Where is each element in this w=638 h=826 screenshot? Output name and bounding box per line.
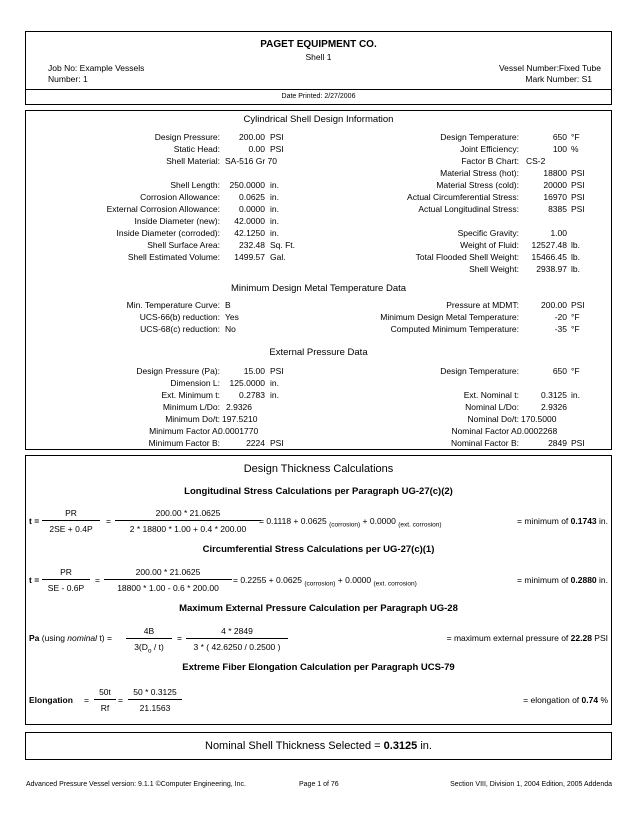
design-right-label: Shell Weight: — [469, 264, 519, 274]
external-left-label: Dimension L: — [170, 378, 220, 388]
design-right-value: CS-2 — [526, 156, 546, 166]
design-right-value: 20000 — [543, 180, 567, 190]
mdmt-left-label: Min. Temperature Curve: — [126, 300, 220, 310]
design-left-value: 232.48 — [239, 240, 265, 250]
design-left-value: 42.0000 — [234, 216, 265, 226]
design-left-value: 0.0625 — [239, 192, 265, 202]
elong-eq2: = — [118, 695, 123, 705]
circ-min-label: = minimum of — [517, 575, 571, 585]
ext-eq: = — [177, 633, 182, 643]
external-right-value: 170.5000 — [521, 414, 557, 424]
design-right-label: Material Stress (cold): — [436, 180, 519, 190]
ext-lhs-nominal: nominal — [67, 633, 98, 643]
elong-res-value: 0.74 — [581, 695, 599, 705]
long-minimum — [517, 516, 608, 526]
circ-fraction-bar-1 — [42, 579, 90, 580]
header-subtitle: Shell 1 — [305, 52, 332, 62]
design-right-label: Actual Longitudinal Stress: — [418, 204, 519, 214]
ext-num1: 4B — [143, 626, 155, 636]
design-right-unit: PSI — [571, 168, 585, 178]
design-left-unit: in. — [270, 216, 279, 226]
design-left-value: 0.0000 — [239, 204, 265, 214]
long-min-value: 0.1743 — [570, 516, 597, 526]
selected-thickness — [25, 740, 612, 752]
circ-min-value: 0.2880 — [570, 575, 597, 585]
design-left-label: Shell Length: — [170, 180, 220, 190]
design-left-value: SA-516 Gr 70 — [225, 156, 277, 166]
calculations-title: Design Thickness Calculations — [243, 463, 394, 475]
external-right-value: 0.0002268 — [517, 426, 558, 436]
design-right-label: Joint Efficiency: — [460, 144, 519, 154]
external-right-label: Nominal L/Do: — [465, 402, 519, 412]
external-left-value: 0.2783 — [239, 390, 265, 400]
mdmt-left-value: Yes — [225, 312, 239, 322]
mdmt-right-value: -20 — [554, 312, 567, 322]
mdmt-left-label: UCS-68(c) reduction: — [140, 324, 220, 334]
date-printed: Date Printed: 2/27/2006 — [281, 93, 356, 100]
elong-num1: 50t — [99, 687, 111, 697]
design-info-title: Cylindrical Shell Design Information — [243, 114, 394, 125]
ext-res-label: = maximum external pressure of — [446, 633, 571, 643]
ext-num2: 4 * 2849 — [221, 626, 253, 636]
company-name: PAGET EQUIPMENT CO. — [260, 39, 377, 50]
vessel-number: Vessel Number:Fixed Tube — [498, 63, 601, 73]
design-left-value: 42.1250 — [234, 228, 265, 238]
elong-result — [523, 695, 608, 705]
ext-den2: 3 * ( 42.6250 / 0.2500 ) — [193, 642, 281, 652]
ext-lhs-pa: Pa — [29, 633, 40, 643]
ext-lhs-rest: (using — [39, 633, 68, 643]
design-left-label: Shell Estimated Volume: — [127, 252, 220, 262]
circumferential-title: Circumferential Stress Calculations per UG-27(c)(1) — [202, 544, 435, 555]
design-right-unit: lb. — [571, 252, 580, 262]
design-right-label: Material Stress (hot): — [440, 168, 519, 178]
long-result-c: + 0.0000 — [360, 516, 399, 526]
long-den2: 2 * 18800 * 1.00 + 0.4 * 200.00 — [129, 524, 247, 534]
external-left-label: Minimum L/Do: — [162, 402, 220, 412]
external-pressure-title: Maximum External Pressure Calculation per Paragraph UG-28 — [179, 603, 458, 614]
external-left-unit: in. — [270, 390, 279, 400]
elong-fraction-bar-2 — [128, 699, 182, 700]
design-left-label: External Corrosion Allowance: — [106, 204, 220, 214]
mdmt-left-value: No — [225, 324, 236, 334]
design-left-label: Shell Material: — [166, 156, 220, 166]
external-right-value: 0.3125 — [541, 390, 567, 400]
design-left-unit: Gal. — [270, 252, 286, 262]
mark-number: Mark Number: S1 — [525, 74, 592, 84]
external-left-label: Minimum Factor A: — [149, 426, 220, 436]
external-right-unit: PSI — [571, 438, 585, 448]
external-right-value: 2849 — [548, 438, 567, 448]
mdmt-right-unit: °F — [571, 312, 580, 322]
design-right-value: 16970 — [543, 192, 567, 202]
design-left-unit: in. — [270, 228, 279, 238]
circ-min-unit: in. — [596, 575, 608, 585]
selected-label: Nominal Shell Thickness Selected = — [205, 740, 384, 752]
design-right-value: 1.00 — [550, 228, 567, 238]
elongation-title: Extreme Fiber Elongation Calculation per Paragraph UCS-79 — [182, 662, 455, 673]
long-fraction-bar-1 — [42, 520, 100, 521]
external-right-label: Design Temperature: — [440, 366, 519, 376]
design-left-label: Inside Diameter (corroded): — [116, 228, 220, 238]
mdmt-right-label: Computed Minimum Temperature: — [390, 324, 519, 334]
circ-den2: 18800 * 1.00 - 0.6 * 200.00 — [117, 583, 219, 593]
design-left-label: Design Pressure: — [154, 132, 220, 142]
design-left-unit: in. — [270, 192, 279, 202]
long-lhs: t = — [29, 516, 40, 526]
design-left-value: 0.00 — [248, 144, 265, 154]
number: Number: 1 — [48, 74, 88, 84]
ext-den1 — [126, 642, 172, 655]
external-title: External Pressure Data — [269, 347, 368, 358]
ext-result — [447, 633, 608, 643]
external-right-unit: °F — [571, 366, 580, 376]
design-left-label: Inside Diameter (new): — [134, 216, 220, 226]
long-fraction-bar-2 — [115, 520, 261, 521]
design-left-unit: PSI — [270, 144, 284, 154]
design-right-label: Total Flooded Shell Weight: — [415, 252, 519, 262]
external-right-value: 2.9326 — [541, 402, 567, 412]
design-left-label: Corrosion Allowance: — [140, 192, 220, 202]
longitudinal-title: Longitudinal Stress Calculations per Paragraph UG-27(c)(2) — [184, 486, 453, 497]
ext-res-value: 22.28 — [570, 633, 592, 643]
design-right-label: Design Temperature: — [440, 132, 519, 142]
mdmt-right-unit: °F — [571, 324, 580, 334]
external-right-label: Ext. Nominal t: — [463, 390, 519, 400]
design-left-label: Static Head: — [173, 144, 220, 154]
design-left-unit: Sq. Ft. — [270, 240, 296, 250]
ext-den1-a: 3(D — [134, 642, 148, 652]
circ-num2: 200.00 * 21.0625 — [135, 567, 201, 577]
design-right-label: Specific Gravity: — [457, 228, 519, 238]
design-right-label: Weight of Fluid: — [460, 240, 519, 250]
circ-fraction-bar-2 — [104, 579, 232, 580]
mdmt-right-unit: PSI — [571, 300, 585, 310]
mdmt-right-value: 200.00 — [541, 300, 567, 310]
long-eq: = — [106, 516, 111, 526]
elong-res-label: = elongation of — [523, 695, 582, 705]
design-right-unit: °F — [571, 132, 580, 142]
long-result — [259, 516, 442, 529]
mdmt-right-label: Pressure at MDMT: — [446, 300, 519, 310]
external-right-label: Nominal Factor A: — [451, 426, 519, 436]
external-left-unit: PSI — [270, 438, 284, 448]
circ-result — [233, 575, 417, 588]
design-right-unit: % — [571, 144, 579, 154]
footer-left: Advanced Pressure Vessel version: 9.1.1 ©Computer Engineering, Inc. — [26, 781, 246, 788]
external-left-label: Ext. Minimum t: — [161, 390, 220, 400]
mdmt-left-value: B — [225, 300, 231, 310]
design-right-value: 100 — [552, 144, 567, 154]
selected-unit: in. — [417, 740, 432, 752]
long-num1: PR — [65, 508, 77, 518]
design-left-unit: PSI — [270, 132, 284, 142]
external-left-value: 0.0001770 — [218, 426, 259, 436]
header-divider — [25, 89, 612, 90]
mdmt-right-value: -35 — [554, 324, 567, 334]
design-info-box — [25, 110, 612, 450]
external-left-value: 2.9326 — [226, 402, 252, 412]
design-right-unit: lb. — [571, 264, 580, 274]
ext-fraction-bar-2 — [186, 638, 288, 639]
ext-res-unit: PSI — [591, 633, 608, 643]
design-left-unit: in. — [270, 180, 279, 190]
circ-result-a: = 0.2255 + 0.0625 — [233, 575, 305, 585]
design-left-value: 250.0000 — [229, 180, 265, 190]
mdmt-title: Minimum Design Metal Temperature Data — [230, 283, 407, 294]
circ-minimum — [517, 575, 608, 585]
ext-den1-sub: o — [147, 647, 152, 655]
elong-fraction-bar-1 — [94, 699, 116, 700]
design-right-unit: lb. — [571, 240, 580, 250]
long-min-unit: in. — [596, 516, 608, 526]
footer-page: Page 1 of 76 — [299, 781, 339, 788]
external-right-label: Nominal Factor B: — [450, 438, 519, 448]
design-right-label: Factor B Chart: — [461, 156, 519, 166]
design-right-value: 8385 — [548, 204, 567, 214]
design-right-label: Actual Circumferential Stress: — [407, 192, 519, 202]
elong-num2: 50 * 0.3125 — [133, 687, 177, 697]
long-den1: 2SE + 0.4P — [49, 524, 93, 534]
long-result-a: = 0.1118 + 0.0625 — [259, 516, 330, 526]
circ-den1: SE - 0.6P — [47, 583, 85, 593]
elong-res-unit: % — [598, 695, 608, 705]
design-right-unit: PSI — [571, 204, 585, 214]
mdmt-left-label: UCS-66(b) reduction: — [139, 312, 220, 322]
long-ext-corrosion: (ext. corrosion) — [398, 521, 442, 529]
external-right-unit: in. — [571, 390, 580, 400]
job-number: Job No: Example Vessels — [48, 63, 145, 73]
ext-lhs — [29, 633, 112, 643]
design-right-value: 18800 — [543, 168, 567, 178]
ext-lhs-end: t) = — [97, 633, 112, 643]
design-right-value: 15466.45 — [531, 252, 567, 262]
circ-lhs: t = — [29, 575, 40, 585]
circ-num1: PR — [60, 567, 72, 577]
external-left-value: 197.5210 — [222, 414, 258, 424]
long-corrosion: (corrosion) — [329, 521, 361, 529]
external-left-label: Design Pressure (Pa): — [136, 366, 220, 376]
design-right-value: 2938.97 — [536, 264, 567, 274]
external-left-unit: in. — [270, 378, 279, 388]
design-right-value: 12527.48 — [531, 240, 567, 250]
mdmt-right-label: Minimum Design Metal Temperature: — [380, 312, 519, 322]
elong-den2: 21.1563 — [139, 703, 171, 713]
long-min-label: = minimum of — [517, 516, 571, 526]
design-left-unit: in. — [270, 204, 279, 214]
external-left-value: 15.00 — [243, 366, 265, 376]
design-right-unit: PSI — [571, 192, 585, 202]
long-num2: 200.00 * 21.0625 — [155, 508, 221, 518]
circ-result-c: + 0.0000 — [335, 575, 374, 585]
design-right-unit: PSI — [571, 180, 585, 190]
circ-ext-corrosion: (ext. corrosion) — [373, 580, 417, 588]
external-left-unit: PSI — [270, 366, 284, 376]
elong-lhs: Elongation — [29, 695, 73, 705]
footer-right: Section VIII, Division 1, 2004 Edition, 2005 Addenda — [450, 781, 612, 788]
elong-eq1: = — [84, 695, 89, 705]
external-left-label: Minimum Factor B: — [148, 438, 220, 448]
design-left-value: 200.00 — [239, 132, 265, 142]
circ-eq: = — [95, 575, 100, 585]
design-right-value: 650 — [552, 132, 567, 142]
ext-fraction-bar-1 — [126, 638, 172, 639]
external-right-label: Nominal Do/t: — [467, 414, 519, 424]
design-left-value: 1499.57 — [234, 252, 265, 262]
circ-corrosion: (corrosion) — [304, 580, 336, 588]
ext-den1-b: / t) — [151, 642, 164, 652]
external-right-value: 650 — [552, 366, 567, 376]
design-left-label: Shell Surface Area: — [147, 240, 220, 250]
external-left-value: 125.0000 — [229, 378, 265, 388]
selected-value: 0.3125 — [383, 740, 418, 752]
elong-den1: Rf — [100, 703, 110, 713]
external-left-value: 2224 — [246, 438, 265, 448]
external-left-label: Minimum Do/t: — [165, 414, 220, 424]
